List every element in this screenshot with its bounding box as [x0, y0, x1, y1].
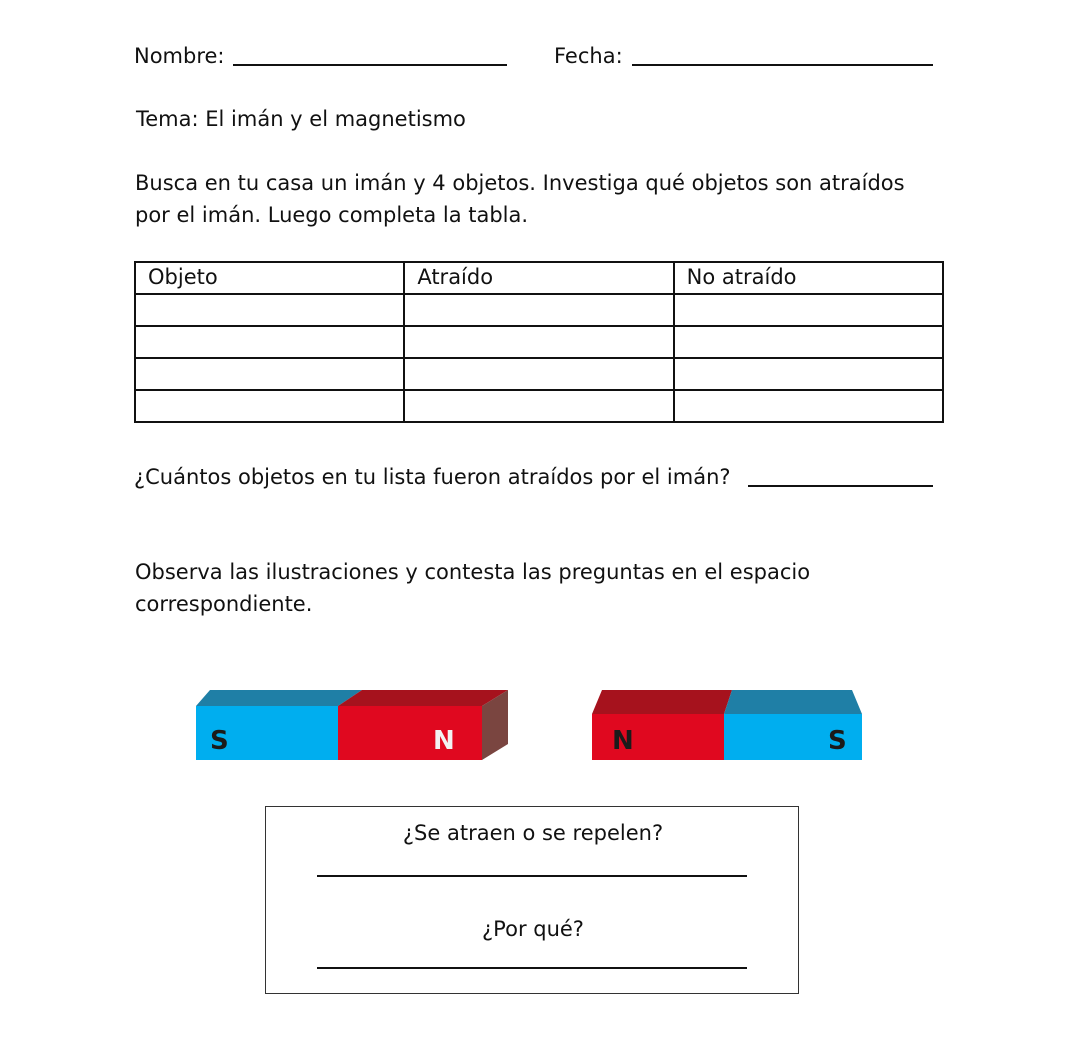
- magnet-left-red-top: [338, 690, 508, 706]
- objects-table: [134, 261, 944, 423]
- header-atraido: Atraído: [404, 262, 673, 294]
- question-attract-repel: ¿Se atraen o se repelen?: [402, 821, 664, 845]
- observe-line-1: Observa las ilustraciones y contesta las preguntas en el espacio: [135, 560, 811, 584]
- header-objeto: Objeto: [135, 262, 404, 294]
- magnet-right-pole-n: N: [612, 726, 634, 756]
- table-row: [135, 326, 943, 358]
- answer-line-1[interactable]: [317, 875, 747, 877]
- answer-line-2[interactable]: [317, 967, 747, 969]
- table-cell[interactable]: [135, 390, 404, 422]
- table-cell[interactable]: [674, 358, 943, 390]
- table-cell[interactable]: [674, 294, 943, 326]
- magnet-right-blue-top: [724, 690, 862, 714]
- table-cell[interactable]: [135, 326, 404, 358]
- instructions-line-2: por el imán. Luego completa la tabla.: [135, 203, 529, 227]
- instructions-line-1: Busca en tu casa un imán y 4 objetos. Investiga qué objetos son atraídos: [135, 171, 905, 195]
- magnet-left: [196, 688, 512, 762]
- magnet-left-blue-top: [196, 690, 362, 706]
- table-cell[interactable]: [135, 294, 404, 326]
- table-row: [135, 294, 943, 326]
- date-label: Fecha:: [554, 44, 623, 68]
- magnet-left-red-face: [338, 706, 482, 760]
- magnet-right: [590, 688, 864, 762]
- question-why: ¿Por qué?: [482, 917, 584, 941]
- table-cell[interactable]: [404, 390, 673, 422]
- table-cell[interactable]: [135, 358, 404, 390]
- observe-line-2: correspondiente.: [135, 592, 313, 616]
- magnet-left-pole-n: N: [433, 726, 455, 756]
- name-label: Nombre:: [134, 44, 225, 68]
- table-cell[interactable]: [674, 390, 943, 422]
- table-cell[interactable]: [404, 294, 673, 326]
- count-question: ¿Cuántos objetos en tu lista fueron atraídos por el imán?: [134, 465, 731, 489]
- magnet-right-red-top: [592, 690, 732, 714]
- count-answer-line[interactable]: [748, 485, 933, 487]
- table-cell[interactable]: [674, 326, 943, 358]
- name-answer-line[interactable]: [233, 64, 507, 66]
- magnet-left-pole-s: S: [210, 726, 229, 756]
- date-answer-line[interactable]: [632, 64, 933, 66]
- table-row: [135, 390, 943, 422]
- header-no-atraido: No atraído: [674, 262, 943, 294]
- answer-box: [265, 806, 799, 994]
- topic-title: Tema: El imán y el magnetismo: [136, 107, 466, 131]
- table-header-row: [135, 262, 943, 294]
- table-cell[interactable]: [404, 326, 673, 358]
- magnet-right-pole-s: S: [828, 726, 847, 756]
- table-row: [135, 358, 943, 390]
- table-cell[interactable]: [404, 358, 673, 390]
